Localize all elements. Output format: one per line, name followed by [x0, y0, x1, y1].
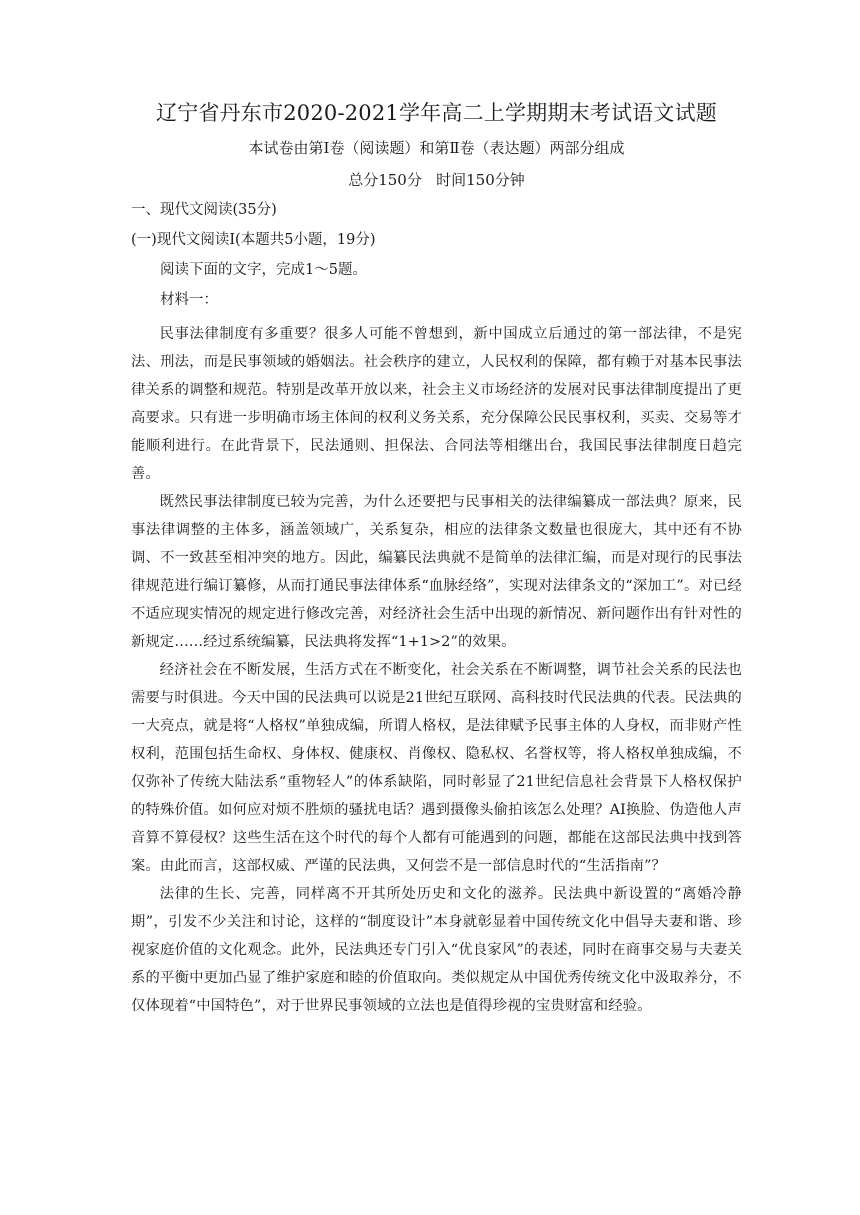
paragraph-2: 既然民事法律制度已较为完善，为什么还要把与民事相关的法律编纂成一部法典？原来，民事法律调整的主体多，涵盖领域广，关系复杂，相应的法律条文数量也很庞大，其中还有不协调、不一致甚至相冲突的地方。因此，编纂民法典就不是简单的法律汇编，而是对现行的民事法律规范进行编订纂修，从而打通民事法律体系“血脉经络”，实现对法律条文的“深加工”。对已经不适应现实情况的规定进行修改完善，对经济社会生活中出现的新情况、新问题作出有针对性的新规定……经过系统编纂，民法典将发挥“1+1>2”的效果。 [131, 494, 742, 650]
section-subheading: (一)现代文阅读Ⅰ(本题共5小题，19分) [131, 232, 376, 248]
section-heading: 一、现代文阅读(35分) [131, 202, 277, 218]
paragraph-3: 经济社会在不断发展，生活方式在不断变化，社会关系在不断调整，调节社会关系的民法也需要与时俱进。今天中国的民法典可以说是21世纪互联网、高科技时代民法典的代表。民法典的一大亮点，就是将“人格权”单独成编，所谓人格权，是法律赋予民事主体的人身权，而非财产性权利，范围包括生命权、身体权、健康权、肖像权、隐私权、名誉权等，将人格权单独成编，不仅弥补了传统大陆法系“重物轻人”的体系缺陷，同时彰显了21世纪信息社会背景下人格权保护的特殊价值。如何应对烦不胜烦的骚扰电话？遇到摄像头偷拍该怎么处理？AI换脸、伪造他人声音算不算侵权？这些生活在这个时代的每个人都有可能遇到的问题，都能在这部民法典中找到答案。由此而言，这部权威、严谨的民法典，又何尝不是一部信息时代的“生活指南”？ [131, 662, 742, 874]
material-label: 材料一： [160, 292, 218, 308]
reading-instruction: 阅读下面的文字，完成1～5题。 [160, 262, 367, 278]
score-time-line: 总分150分 时间150分钟 [348, 171, 525, 189]
paragraph-1: 民事法律制度有多重要？很多人可能不曾想到，新中国成立后通过的第一部法律，不是宪法、刑法，而是民事领域的婚姻法。社会秩序的建立，人民权利的保障，都有赖于对基本民事法律关系的调整和规范。特别是改革开放以来，社会主义市场经济的发展对民事法律制度提出了更高要求。只有进一步明确市场主体间的权利义务关系，充分保障公民民事权利，买卖、交易等才能顺利进行。在此背景下，民法通则、担保法、合同法等相继出台，我国民事法律制度日趋完善。 [131, 326, 742, 482]
document-subtitle: 本试卷由第Ⅰ卷（阅读题）和第Ⅱ卷（表达题）两部分组成 [248, 139, 625, 157]
document-title: 辽宁省丹东市2020-2021学年高二上学期期末考试语文试题 [156, 101, 717, 125]
paragraph-4: 法律的生长、完善，同样离不开其所处历史和文化的滋养。民法典中新设置的“离婚冷静期”，引发不少关注和讨论，这样的“制度设计”本身就彰显着中国传统文化中倡导夫妻和谐、珍视家庭价值的文化观念。此外，民法典还专门引入“优良家风”的表述，同时在商事交易与夫妻关系的平衡中更加凸显了维护家庭和睦的价值取向。类似规定从中国优秀传统文化中汲取养分，不仅体现着“中国特色”，对于世界民事领域的立法也是值得珍视的宝贵财富和经验。 [131, 886, 742, 1014]
